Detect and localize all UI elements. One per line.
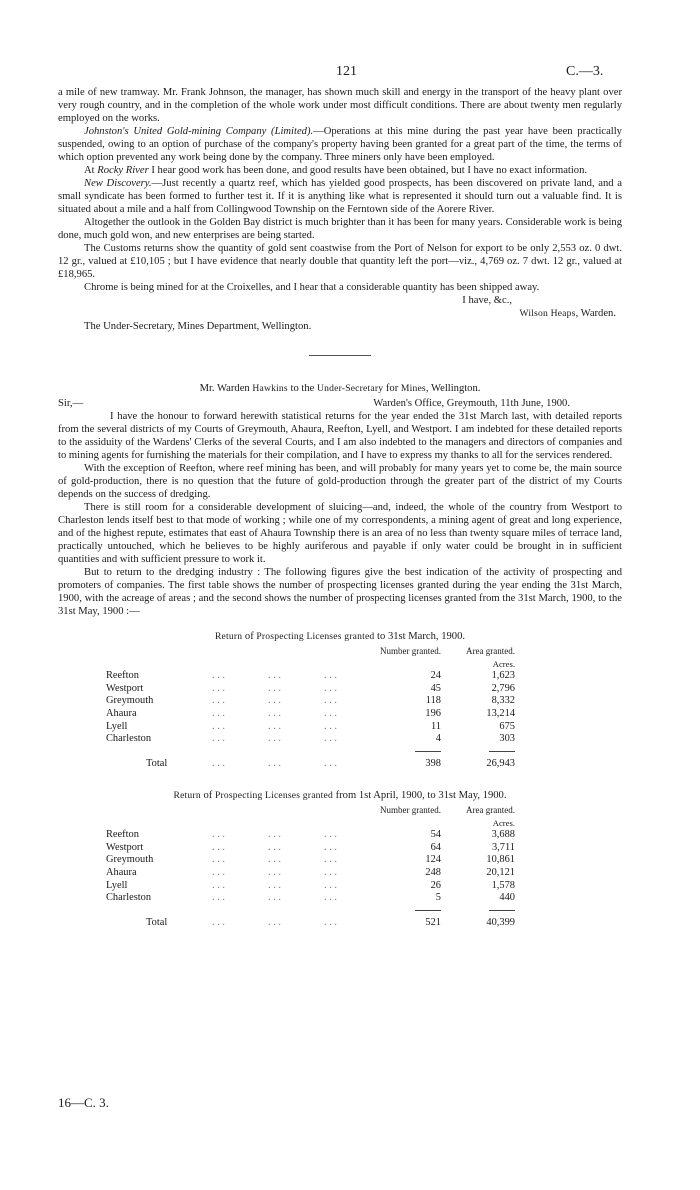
- row-number: 4: [435, 733, 441, 745]
- table-row: [106, 733, 515, 746]
- table2-header: [106, 804, 515, 817]
- document-reference: C.—3.: [566, 64, 604, 79]
- leader-dots: . . .: [268, 720, 281, 732]
- leader-dots: . . .: [268, 854, 281, 866]
- leader-dots: . . .: [324, 854, 337, 866]
- leader-dots: . . .: [324, 879, 337, 891]
- table1-header: [106, 645, 515, 658]
- table-row: [106, 721, 515, 734]
- row-name: Charleston: [106, 892, 152, 904]
- paragraph-customs: The Customs returns show the quantity of gold sent coastwise from the Port of Nelson for export to be only 2,553 oz. 0 dwt. 12 gr., valued at £10,105 ; but I have evidence that nearly double that quantity left the port—viz., 4,769 oz. 7 dwt. 12 gr., valued at £18,965.: [58, 243, 622, 280]
- t2-title-d: from 1st April, 1900, to 31st May, 1900.: [332, 789, 507, 801]
- signature-name: Wilson Heaps: [519, 308, 576, 319]
- title-pre: Mr. Warden: [199, 383, 253, 394]
- rocky-lead: At: [84, 165, 98, 176]
- row-number: 54: [430, 829, 441, 841]
- leader-dots: . . .: [268, 707, 281, 719]
- row-area: 3,711: [491, 841, 515, 853]
- row-number: 118: [425, 695, 441, 707]
- johnstons-title: Johnston's United Gold-mining Company (Limited).: [84, 126, 314, 137]
- t2-title-b: of: [200, 789, 215, 801]
- t1-title-d: to 31st March, 1900.: [374, 631, 466, 642]
- row-number: 24: [430, 670, 441, 682]
- table-row: [106, 892, 515, 905]
- paragraph-tramway: a mile of new tramway. Mr. Frank Johnson, the manager, has shown much skill and energy in the transport of the heavy plant over very rough country, and in the completion of the whole work under most difficult conditions. There are about twenty men regularly employed on the works.: [58, 87, 622, 124]
- letter-date: Warden's Office, Greymouth, 11th June, 1900.: [373, 398, 570, 409]
- title-mid: to the: [287, 383, 318, 394]
- letter-paragraph-4: But to return to the dredging industry : The following figures give the best indication of the activity of prospecting and promoters of companies. The first table shows the number of prospecting licenses granted during the year ending the 31st March, 1900, with the acreage of areas ; and the second shows the number of prospecting licenses granted from the 31st March, 1900, to the 31st May, 1900 :—: [58, 567, 622, 617]
- title-name: Hawkins: [252, 383, 288, 394]
- t1-title-c: Prospecting Licenses granted: [256, 631, 375, 642]
- discovery-text: —Just recently a quartz reef, which has yielded good prospects, has been discovered on private land, and a small syndicate has been formed to further test it. If it is anything like what is represented it should turn out a valuable find. It is situated about a mile and a half from Collingwood Township on the Ferntown side of the Aorere River.: [58, 178, 622, 215]
- t2-total-label: Total: [146, 917, 168, 929]
- row-number: 45: [430, 682, 441, 694]
- closing-i-have: I have, &c.,: [462, 295, 512, 306]
- row-name: Ahaura: [106, 866, 137, 878]
- paragraph-outlook: Altogether the outlook in the Golden Bay district is much brighter than it has been for many years. Considerable work is being done, much gold won, and new enterprises are being started.: [58, 217, 622, 241]
- table1-title: [58, 630, 622, 643]
- leader-dots: . . .: [212, 670, 225, 682]
- leader-dots: . . .: [212, 829, 225, 841]
- letter-paragraph-1: I have the honour to forward herewith statistical returns for the year ended the 31st March last, with detailed reports from the several districts of my Courts of Greymouth, Ahaura, Reefton, Lyell, and Westport. I am indebted for these detailed reports to the assiduity of the Wardens' Clerks of the several Courts, and I am also indebted to the managers and directors of companies and to mining agents for furnishing the materials for their compilation, and I have to express my thanks to all for the services rendered.: [58, 411, 622, 461]
- row-number: 5: [435, 892, 441, 904]
- letter-paragraph-2: With the exception of Reefton, where reef mining has been, and will probably for many years yet to come be, the main source of gold-production, there is no question that the future of gold-production through the greater part of the district of my Courts depends on the success of dredging.: [58, 463, 622, 500]
- table1-units: [106, 658, 515, 671]
- row-number: 64: [430, 841, 441, 853]
- row-area: 20,121: [486, 866, 515, 878]
- leader-dots: . . .: [212, 866, 225, 878]
- table2-total-rule: [106, 905, 515, 918]
- leader-dots: . . .: [268, 879, 281, 891]
- t1-total-label: Total: [146, 758, 168, 770]
- row-number: 248: [425, 866, 441, 878]
- leader-dots: . . .: [268, 841, 281, 853]
- row-area: 1,623: [491, 670, 515, 682]
- row-number: 124: [425, 854, 441, 866]
- paragraph-rocky-river: [58, 164, 622, 177]
- title-post: , Wellington.: [425, 383, 481, 394]
- row-area: 440: [499, 892, 515, 904]
- rocky-text: I hear good work has been done, and good results have been obtained, but I have no exact information.: [148, 165, 588, 176]
- paragraph-johnstons: [58, 125, 622, 164]
- row-number: 11: [430, 720, 441, 732]
- section-divider: [309, 355, 371, 356]
- table2-total-row: Total . . . . . . . . . 521 40,399: [106, 917, 515, 930]
- table-row: [106, 670, 515, 683]
- row-area: 675: [499, 720, 515, 732]
- row-name: Reefton: [106, 829, 139, 841]
- row-area: 303: [499, 733, 515, 745]
- printer-signature: 16—C. 3.: [58, 1095, 109, 1110]
- paragraph-chrome: Chrome is being mined for at the Croixelles, and I hear that a considerable quantity has been shipped away.: [84, 282, 540, 293]
- addressee: The Under-Secretary, Mines Department, Wellington.: [84, 321, 312, 332]
- signature-role: , Warden.: [575, 308, 616, 319]
- leader-dots: . . .: [324, 733, 337, 745]
- row-area: 10,861: [486, 854, 515, 866]
- row-name: Westport: [106, 841, 144, 853]
- leader-dots: . . .: [212, 841, 225, 853]
- leader-dots: . . .: [268, 892, 281, 904]
- table-row: [106, 683, 515, 696]
- table-row: [106, 880, 515, 893]
- leader-dots: . . .: [268, 670, 281, 682]
- leader-dots: . . .: [212, 879, 225, 891]
- johnstons-text: —Operations at this mine during the past year have been practically suspended, owing to an option of purchase of the company's property having been granted for a great part of the time, the terms of which option prevented any work being done by the company. Three miners only have been employed.: [58, 126, 622, 163]
- leader-dots: . . .: [268, 733, 281, 745]
- row-area: 3,688: [491, 829, 515, 841]
- row-area: 13,214: [486, 707, 515, 719]
- row-name: Lyell: [106, 720, 128, 732]
- page-number: 121: [336, 64, 357, 79]
- t2-total-number: 521: [425, 917, 441, 929]
- row-area: 1,578: [491, 879, 515, 891]
- letter-title: [58, 382, 622, 395]
- row-number: 26: [430, 879, 441, 891]
- leader-dots: . . .: [268, 695, 281, 707]
- leader-dots: . . .: [268, 829, 281, 841]
- leader-dots: . . .: [212, 682, 225, 694]
- row-name: Lyell: [106, 879, 128, 891]
- table2-title: [58, 789, 622, 802]
- table1-total-row: Total . . . . . . . . . 398 26,943: [106, 758, 515, 771]
- t2-units: Acres.: [492, 817, 515, 828]
- table-row: [106, 708, 515, 721]
- leader-dots: . . .: [324, 695, 337, 707]
- t1-total-number: 398: [425, 758, 441, 770]
- table-row: [106, 867, 515, 880]
- leader-dots: . . .: [324, 866, 337, 878]
- leader-dots: . . .: [324, 841, 337, 853]
- table-row: [106, 829, 515, 842]
- leader-dots: . . .: [324, 892, 337, 904]
- letter-paragraph-3: There is still room for a considerable development of sluicing—and, indeed, the whole of the country from Westport to Charleston lends itself best to that mode of working ; while one of my correspondents, a mining agent of great and long experience, and of the highest repute, estimates that east of Ahaura Township there is an area of no less than twenty square miles of terrace land, practically untouched, which he believes to be highly auriferous and payable if only water could be brought in in sufficient quantities and with sufficient pressure to work it.: [58, 502, 622, 565]
- t1-col-area: Area granted.: [466, 646, 515, 656]
- discovery-title: New Discovery.: [84, 178, 152, 189]
- t1-total-area: 26,943: [486, 758, 515, 770]
- table-row: [106, 695, 515, 708]
- row-area: 2,796: [491, 682, 515, 694]
- row-name: Greymouth: [106, 695, 154, 707]
- salutation: Sir,—: [58, 398, 84, 409]
- table1-body: [106, 670, 515, 746]
- leader-dots: . . .: [212, 695, 225, 707]
- leader-dots: . . .: [268, 682, 281, 694]
- t2-title-c: Prospecting Licenses granted: [214, 789, 333, 801]
- t2-col-area: Area granted.: [466, 804, 515, 815]
- table1-total-rule: [106, 746, 515, 759]
- table-row: [106, 854, 515, 867]
- table2: [106, 804, 515, 930]
- leader-dots: . . .: [212, 720, 225, 732]
- leader-dots: . . .: [212, 892, 225, 904]
- leader-dots: . . .: [212, 707, 225, 719]
- table-row: [106, 842, 515, 855]
- table1: [106, 645, 515, 771]
- t2-total-area: 40,399: [486, 917, 515, 929]
- t1-col-number: Number granted.: [380, 646, 441, 656]
- leader-dots: . . .: [212, 733, 225, 745]
- row-name: Westport: [106, 682, 144, 694]
- leader-dots: . . .: [324, 682, 337, 694]
- row-name: Charleston: [106, 733, 152, 745]
- leader-dots: . . .: [324, 707, 337, 719]
- rocky-title: Rocky River: [97, 165, 149, 176]
- leader-dots: . . .: [324, 829, 337, 841]
- salutation-row: [58, 397, 622, 410]
- table2-units: [106, 817, 515, 830]
- row-area: 8,332: [491, 695, 515, 707]
- title-to: Under-Secretary: [317, 383, 384, 394]
- row-name: Reefton: [106, 670, 139, 682]
- running-header: [0, 64, 700, 80]
- leader-dots: . . .: [212, 854, 225, 866]
- title-for: for: [383, 383, 401, 394]
- t1-title-a: Return: [214, 631, 243, 642]
- t2-col-number: Number granted.: [380, 804, 441, 815]
- leader-dots: . . .: [324, 670, 337, 682]
- t1-title-b: of: [242, 631, 257, 642]
- leader-dots: . . .: [324, 720, 337, 732]
- row-name: Greymouth: [106, 854, 154, 866]
- paragraph-new-discovery: [58, 177, 622, 216]
- row-number: 196: [425, 707, 441, 719]
- table2-body: [106, 829, 515, 905]
- t2-title-a: Return: [173, 789, 201, 801]
- leader-dots: . . .: [268, 866, 281, 878]
- signature-line: [58, 307, 616, 320]
- page-body: [58, 86, 622, 930]
- t1-units: Acres.: [492, 658, 515, 669]
- title-mines: Mines: [400, 383, 426, 394]
- row-name: Ahaura: [106, 707, 137, 719]
